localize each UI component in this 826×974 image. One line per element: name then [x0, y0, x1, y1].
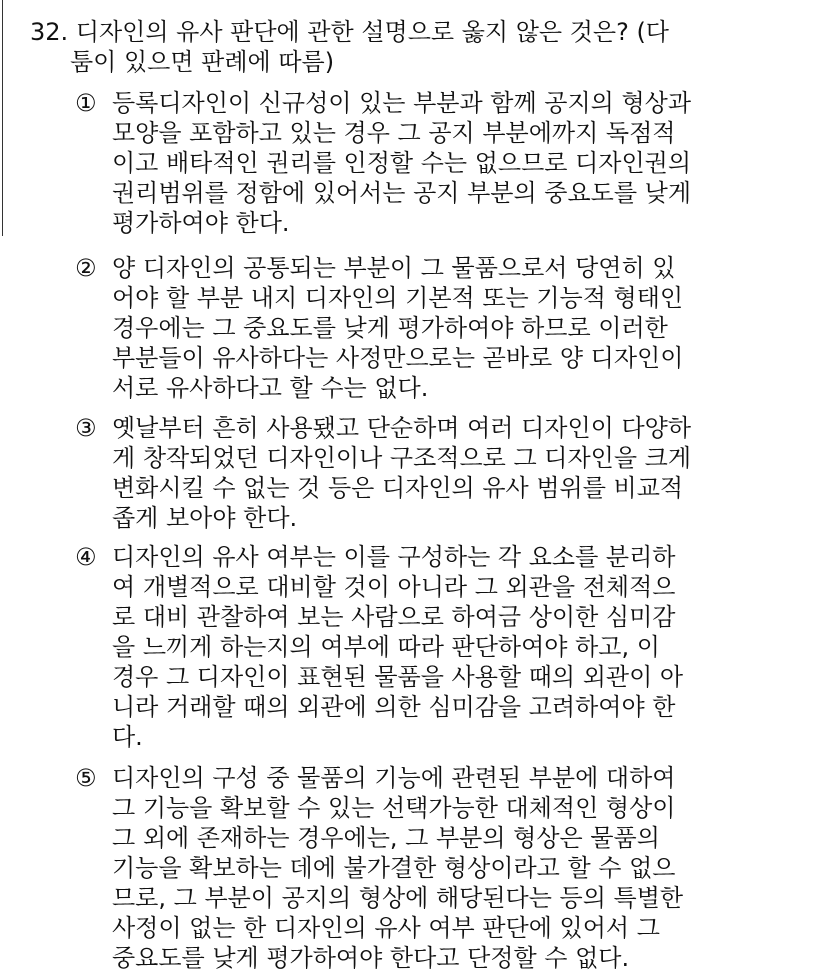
- left-margin-rule: [2, 0, 3, 236]
- option-line: 그 기능을 확보할 수 있는 선택가능한 대체적인 형상이: [112, 794, 676, 822]
- option-line: 로 대비 관찰하여 보는 사람으로 하여금 상이한 심미감: [112, 603, 676, 631]
- question-stem: [30, 17, 669, 77]
- question-line: 툼이 있으면 판례에 따름): [70, 48, 335, 76]
- option-line: 변화시킬 수 없는 것 등은 디자인의 유사 범위를 비교적: [112, 474, 684, 502]
- option-marker: ⑤: [75, 764, 97, 792]
- option-line: 권리범위를 정함에 있어서는 공지 부분의 중요도를 낮게: [112, 179, 692, 207]
- question-number: 32.: [30, 18, 69, 46]
- option-line: 경우에는 그 중요도를 낮게 평가하여야 하므로 이러한: [112, 314, 668, 342]
- option-2[interactable]: [75, 253, 683, 403]
- option-marker: ③: [75, 414, 97, 442]
- option-4[interactable]: [75, 542, 683, 752]
- option-marker: ①: [75, 89, 97, 117]
- option-3[interactable]: [75, 413, 691, 533]
- option-line: 옛날부터 흔히 사용됐고 단순하며 여러 디자인이 다양하: [112, 414, 692, 442]
- option-line: 그 외에 존재하는 경우에는, 그 부분의 형상은 물품의: [112, 824, 660, 852]
- option-line: 므로, 그 부분이 공지의 형상에 해당된다는 등의 특별한: [112, 884, 684, 912]
- option-line: 서로 유사하다고 할 수는 없다.: [112, 374, 429, 402]
- option-marker: ②: [75, 254, 97, 282]
- option-line: 모양을 포함하고 있는 경우 그 공지 부분에까지 독점적: [112, 119, 676, 147]
- option-line: 디자인의 구성 중 물품의 기능에 관련된 부분에 대하여: [112, 764, 676, 792]
- option-line: 이고 배타적인 권리를 인정할 수는 없으므로 디자인권의: [112, 149, 692, 177]
- option-line: 중요도를 낮게 평가하여야 한다고 단정할 수 없다.: [112, 944, 630, 972]
- option-line: 부분들이 유사하다는 사정만으로는 곧바로 양 디자인이: [112, 344, 684, 372]
- option-line: 평가하여야 한다.: [112, 209, 290, 237]
- option-line: 게 창작되었던 디자인이나 구조적으로 그 디자인을 크게: [112, 444, 692, 472]
- option-line: 경우 그 디자인이 표현된 물품을 사용할 때의 외관이 아: [112, 663, 684, 691]
- option-line: 을 느끼게 하는지의 여부에 따라 판단하여야 하고, 이: [112, 633, 660, 661]
- option-line: 양 디자인의 공통되는 부분이 그 물품으로서 당연히 있: [112, 254, 676, 282]
- option-line: 등록디자인이 신규성이 있는 부분과 함께 공지의 형상과: [112, 89, 692, 117]
- question-line: [30, 17, 669, 47]
- option-line: 기능을 확보하는 데에 불가결한 형상이라고 할 수 없으: [112, 854, 676, 882]
- option-line: 여 개별적으로 대비할 것이 아니라 그 외관을 전체적으: [112, 573, 676, 601]
- option-line: 좁게 보아야 한다.: [112, 504, 298, 532]
- option-line: 어야 할 부분 내지 디자인의 기본적 또는 기능적 형태인: [112, 284, 684, 312]
- option-1[interactable]: [75, 88, 691, 238]
- option-line: 다.: [112, 723, 143, 751]
- option-marker: ④: [75, 543, 97, 571]
- question-text: 디자인의 유사 판단에 관한 설명으로 옳지 않은 것은? (다: [75, 18, 669, 46]
- option-line: 니라 거래할 때의 외관에 의한 심미감을 고려하여야 한: [112, 693, 676, 721]
- option-line: 사정이 없는 한 디자인의 유사 여부 판단에 있어서 그: [112, 914, 660, 942]
- option-5[interactable]: [75, 763, 683, 973]
- option-line: 디자인의 유사 여부는 이를 구성하는 각 요소를 분리하: [112, 543, 676, 571]
